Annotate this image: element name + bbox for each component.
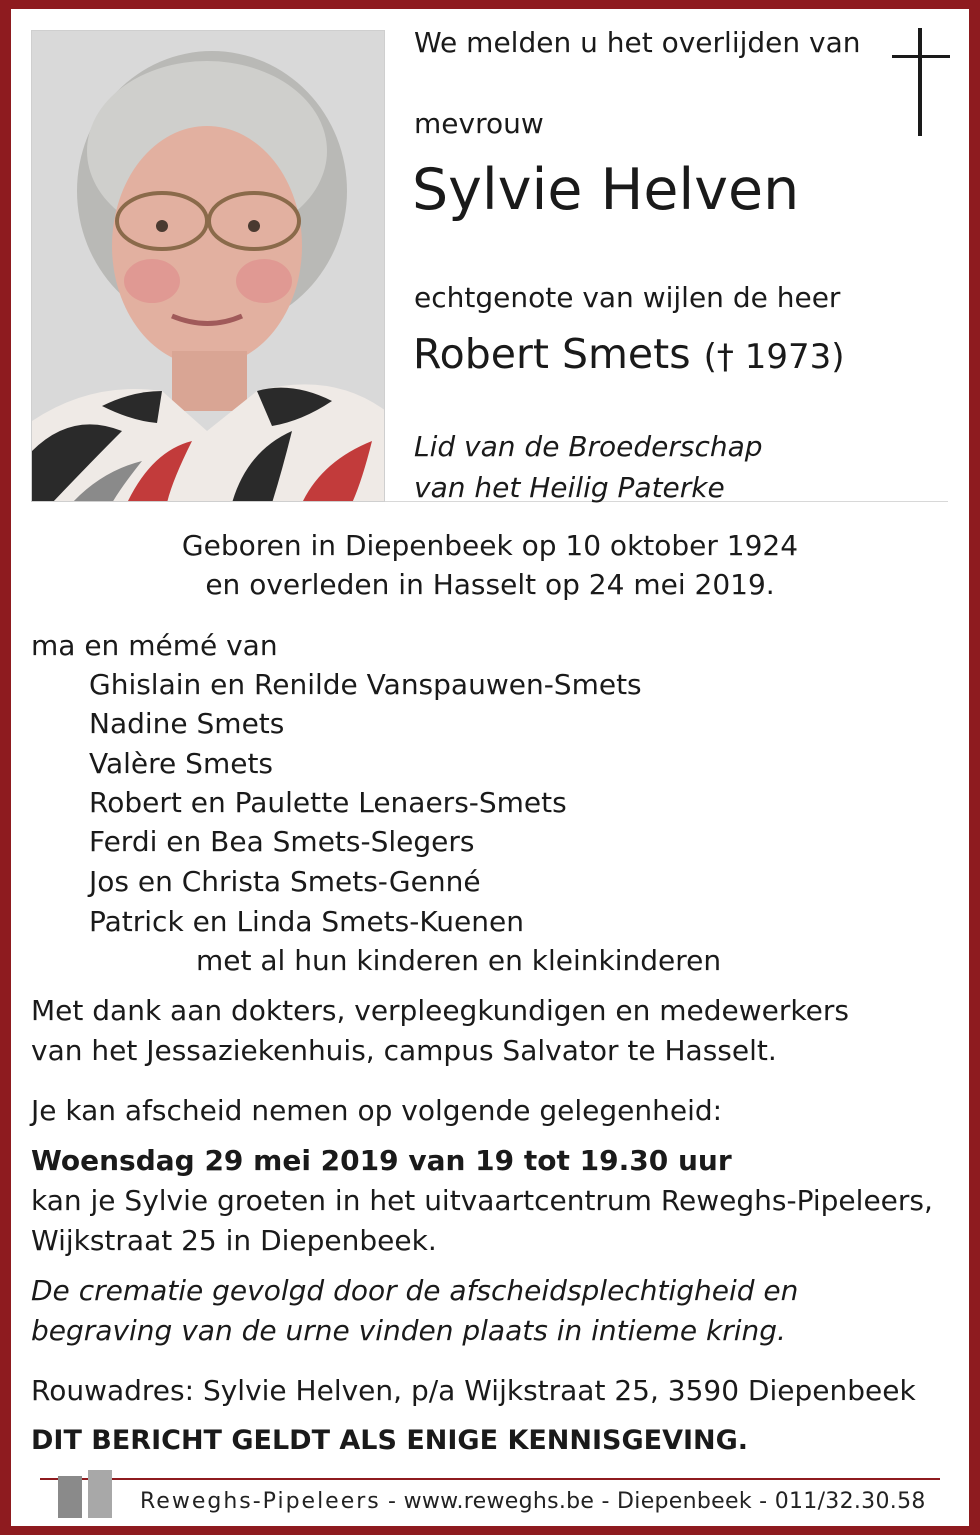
spouse-name: Robert Smets — [413, 330, 691, 378]
footer-divider — [40, 1478, 940, 1480]
family-member: Valère Smets — [89, 747, 274, 780]
family-closing: met al hun kinderen en kleinkinderen — [196, 944, 722, 977]
funeral-home-logo-icon — [58, 1470, 112, 1518]
family-member: Nadine Smets — [89, 707, 285, 740]
deceased-name: Sylvie Helven — [412, 157, 800, 223]
footer-details: - www.reweghs.be - Diepenbeek - 011/32.30.58 — [380, 1489, 926, 1514]
notice-text: DIT BERICHT GELDT ALS ENIGE KENNISGEVING. — [31, 1425, 749, 1456]
membership-line-2: van het Heilig Paterke — [414, 471, 725, 504]
death-line: en overleden in Hasselt op 24 mei 2019. — [205, 568, 775, 601]
portrait-photo — [31, 30, 385, 502]
farewell-where-1: kan je Sylvie groeten in het uitvaartcentrum Reweghs-Pipeleers, — [31, 1184, 933, 1217]
mourning-address: Rouwadres: Sylvie Helven, p/a Wijkstraat 25, 3590 Diepenbeek — [31, 1374, 916, 1407]
spouse-line — [413, 330, 845, 378]
intro-text: We melden u het overlijden van — [414, 26, 861, 59]
thanks-line-2: van het Jessaziekenhuis, campus Salvator te Hasselt. — [31, 1034, 777, 1067]
salutation-text: mevrouw — [414, 107, 544, 140]
spouse-intro-text: echtgenote van wijlen de heer — [414, 281, 841, 314]
family-member: Ghislain en Renilde Vanspauwen-Smets — [89, 668, 642, 701]
family-member: Jos en Christa Smets-Genné — [89, 865, 481, 898]
family-member: Ferdi en Bea Smets-Slegers — [89, 825, 475, 858]
birth-line: Geboren in Diepenbeek op 10 oktober 1924 — [181, 529, 799, 562]
farewell-intro: Je kan afscheid nemen op volgende gelegenheid: — [31, 1094, 723, 1127]
family-intro: ma en mémé van — [31, 629, 278, 662]
membership-line-1: Lid van de Broederschap — [414, 430, 763, 463]
cremation-line-1: De crematie gevolgd door de afscheidsplechtigheid en — [31, 1274, 799, 1307]
spouse-dagger: († 1973) — [703, 337, 845, 377]
thanks-line-1: Met dank aan dokters, verpleegkundigen en medewerkers — [31, 994, 849, 1027]
farewell-when: Woensdag 29 mei 2019 van 19 tot 19.30 uur — [31, 1144, 732, 1177]
family-member: Robert en Paulette Lenaers-Smets — [89, 786, 567, 819]
farewell-where-2: Wijkstraat 25 in Diepenbeek. — [31, 1224, 437, 1257]
footer-text — [140, 1489, 926, 1514]
family-member: Patrick en Linda Smets-Kuenen — [89, 905, 524, 938]
cremation-line-2: begraving van de urne vinden plaats in intieme kring. — [31, 1314, 786, 1347]
footer-firm: Reweghs-Pipeleers — [140, 1489, 381, 1514]
cross-icon — [890, 28, 952, 138]
